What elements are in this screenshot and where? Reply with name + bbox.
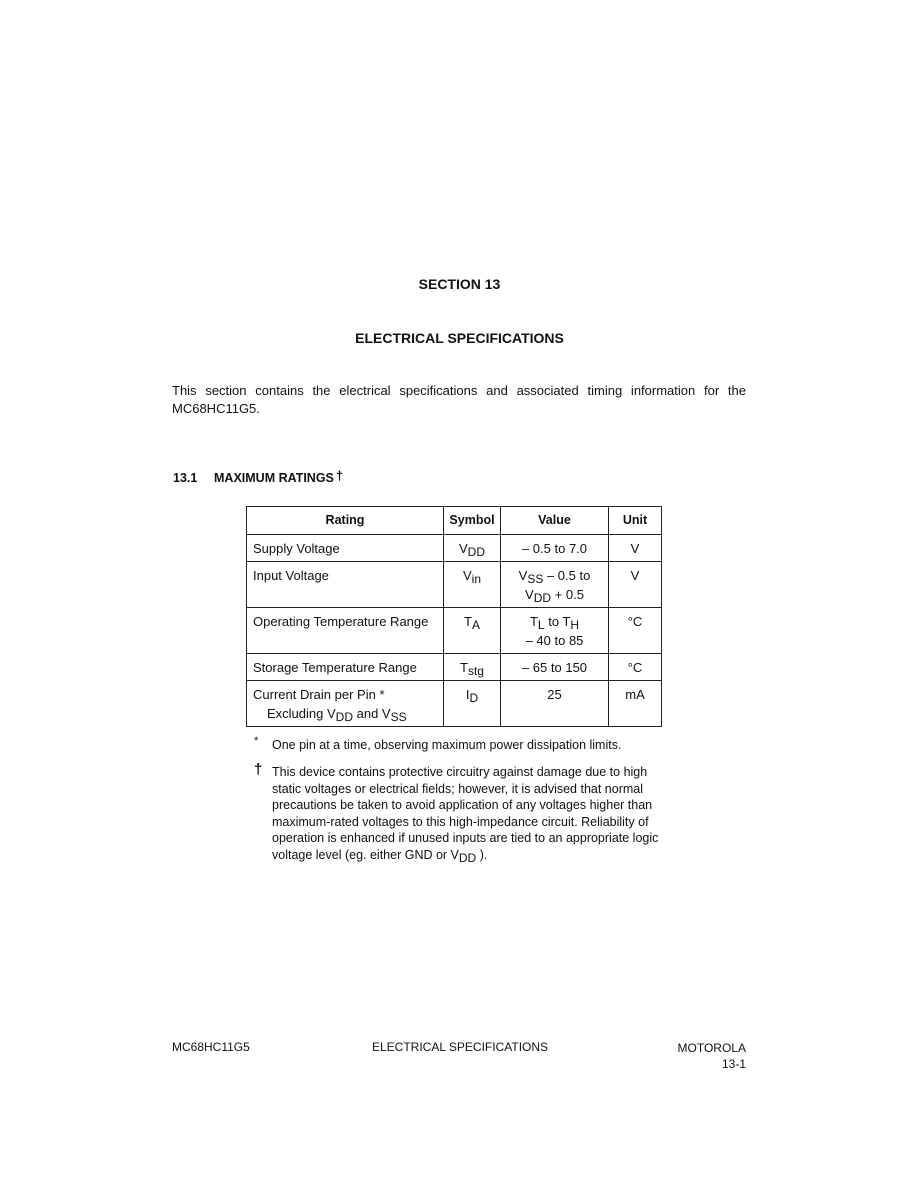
column-header-unit: Unit [609,507,662,535]
maximum-ratings-table [246,506,662,727]
symbol-cell: $V_{DD}$ [444,535,501,562]
intro-paragraph: This section contains the electrical specifications and associated timing information for the MC68HC11G5. [172,383,746,416]
table-row [247,681,662,727]
chapter-title: ELECTRICAL SPECIFICATIONS [355,330,564,346]
subsection-heading [173,470,343,485]
footnote-star-text: One pin at a time, observing maximum power dissipation limits. [272,738,622,752]
page-number: 13-1 [721,1057,746,1071]
unit-cell: V [609,562,662,608]
column-header-rating: Rating [247,507,444,535]
dagger-mark: † [335,468,344,483]
rating-cell: Storage Temperature Range [247,654,444,681]
footer-publisher [678,1040,746,1072]
table-row [247,608,662,654]
dagger-mark: † [254,761,263,778]
unit-cell: °C [609,654,662,681]
footer-company: MOTOROLA [677,1041,746,1055]
footer-part-number: MC68HC11G5 [172,1040,250,1054]
value-cell: – 65 to 150 [501,654,609,681]
column-header-symbol: Symbol [444,507,501,535]
value-cell: 25 [501,681,609,727]
symbol-cell: $T_{stg}$ [444,654,501,681]
unit-cell: V [609,535,662,562]
unit-cell: °C [609,608,662,654]
rating-cell: Current Drain per Pin * Excluding $V_{DD}$ and $V_{SS}$ [247,681,444,727]
footnote-dagger [254,761,674,865]
rating-cell: Supply Voltage [247,535,444,562]
value-cell: $T_L$ to $T_H$ – 40 to 85 [501,608,609,654]
subsection-title: MAXIMUM RATINGS [214,471,334,485]
table-row [247,562,662,608]
rating-cell: Operating Temperature Range [247,608,444,654]
footnote-dagger-text: This device contains protective circuitry against damage due to high static voltages or electrical fields; however, it is advised that normal precautions be taken to avoid application of any voltages higher than maximum-rated voltages to this high-impedance circuit. Reliability of operation is enhanced if unused inputs are tied to an appropriate logic voltage level (eg. either GND or $V_{DD}$ ). [272,765,659,865]
section-heading: SECTION 13 [418,276,501,292]
table-header-row [247,507,662,535]
value-cell: – 0.5 to 7.0 [501,535,609,562]
column-header-value: Value [501,507,609,535]
symbol-cell: $T_A$ [444,608,501,654]
subsection-number: 13.1 [173,471,198,485]
table-row [247,535,662,562]
unit-cell: mA [609,681,662,727]
value-cell: $V_{SS} - 0.5$ to $V_{DD} + 0.5$ [501,562,609,608]
symbol-cell: $V_{in}$ [444,562,501,608]
symbol-cell: $I_D$ [444,681,501,727]
footnote-star [254,737,674,754]
rating-cell: Input Voltage [247,562,444,608]
asterisk-mark: * [254,735,259,747]
table-row [247,654,662,681]
footer-section-title: ELECTRICAL SPECIFICATIONS [372,1040,549,1054]
